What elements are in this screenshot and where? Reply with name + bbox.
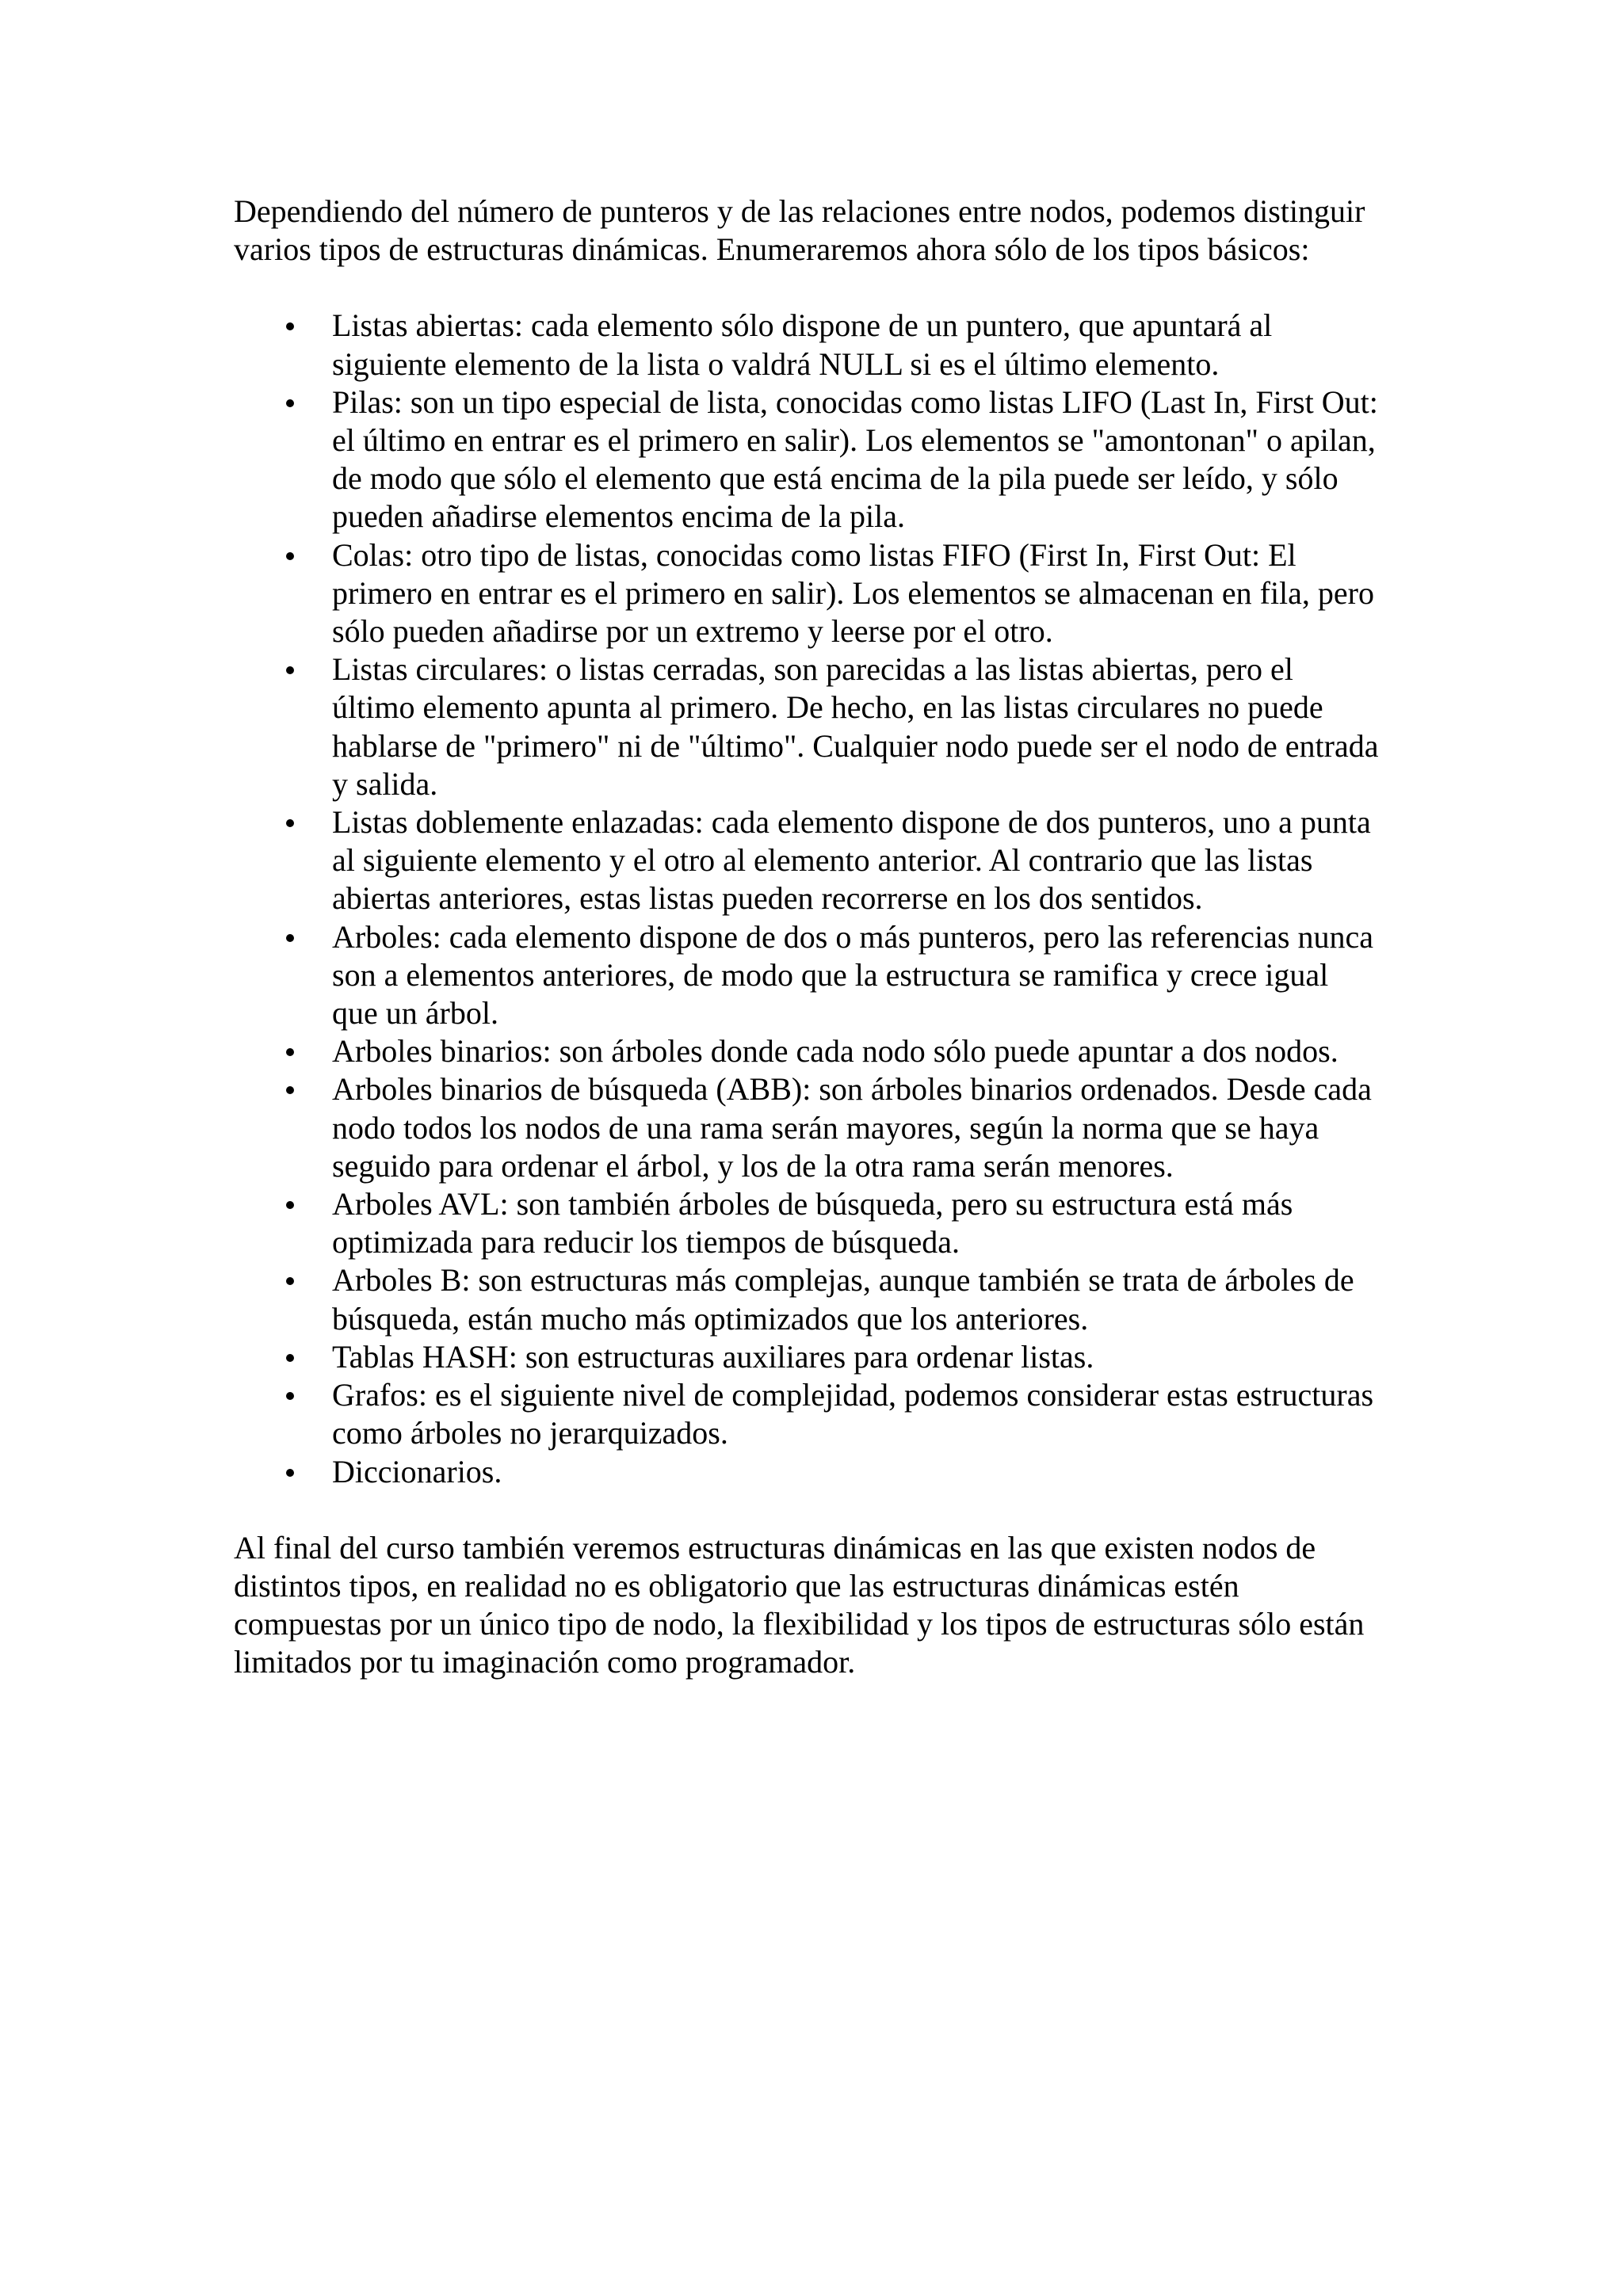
list-item-text: Colas: otro tipo de listas, conocidas como listas FIFO (First In, First Out: El primero en entrar es el primero en salir). Los elementos se almacenan en fila, pero sólo pueden añadirse por un extremo y leerse por el otro. <box>332 536 1374 650</box>
list-item <box>234 650 1379 803</box>
list-item <box>234 918 1379 1033</box>
list-item-text: Diccionarios. <box>332 1453 502 1489</box>
bullet-icon <box>286 1469 294 1477</box>
bullet-icon <box>286 1354 294 1362</box>
bullet-icon <box>286 1201 294 1209</box>
bullet-icon <box>286 1277 294 1285</box>
list-item <box>234 383 1379 536</box>
list-item-text: Arboles AVL: son también árboles de búsqueda, pero su estructura está más optimizada para reducir los tiempos de búsqueda. <box>332 1186 1293 1261</box>
list-item <box>234 1261 1379 1337</box>
list-item <box>234 1185 1379 1261</box>
bullet-icon <box>286 399 294 407</box>
list-item-text: Pilas: son un tipo especial de lista, conocidas como listas LIFO (Last In, First Out: el último en entrar es el primero en salir). Los elementos se "amontonan" o apilan, de modo que sólo el elemento que está encima de la pila puede ser leído, y sólo pueden añadirse elementos encima de la pila. <box>332 383 1378 535</box>
bullet-icon <box>286 552 294 560</box>
list-item-text: Listas abiertas: cada elemento sólo dispone de un puntero, que apuntará al siguiente elemento de la lista o valdrá NULL si es el último elemento. <box>332 307 1273 382</box>
intro-paragraph: Dependiendo del número de punteros y de las relaciones entre nodos, podemos distinguir varios tipos de estructuras dinámicas. Enumeraremos ahora sólo de los tipos básicos: <box>234 193 1365 268</box>
list-item <box>234 1070 1379 1185</box>
list-item <box>234 307 1379 383</box>
bullet-icon <box>286 819 294 827</box>
list-item-text: Grafos: es el siguiente nivel de complejidad, podemos considerar estas estructuras como árboles no jerarquizados. <box>332 1377 1374 1451</box>
list-item-text: Arboles: cada elemento dispone de dos o más punteros, pero las referencias nunca son a elementos anteriores, de modo que la estructura se ramifica y crece igual que un árbol. <box>332 918 1373 1032</box>
list-item <box>234 1376 1379 1452</box>
bullet-icon <box>286 1048 294 1056</box>
closing-paragraph: Al final del curso también veremos estructuras dinámicas en las que existen nodos de distintos tipos, en realidad no es obligatorio que las estructuras dinámicas estén compuestas por un único tipo de nodo, la flexibilidad y los tipos de estructuras sólo están limitados por tu imaginación como programador. <box>234 1529 1365 1680</box>
list-item <box>234 1338 1379 1376</box>
bullet-icon <box>286 1086 294 1094</box>
list-item <box>234 1453 1379 1491</box>
bullet-icon <box>286 322 294 330</box>
bullet-icon <box>286 1392 294 1400</box>
list-item-text: Listas circulares: o listas cerradas, son parecidas a las listas abiertas, pero el último elemento apunta al primero. De hecho, en las listas circulares no puede hablarse de "primero" ni de "último". Cualquier nodo puede ser el nodo de entrada y salida. <box>332 651 1379 802</box>
list-item-text: Arboles binarios de búsqueda (ABB): son árboles binarios ordenados. Desde cada nodo todos los nodos de una rama serán mayores, según la norma que se haya seguido para ordenar el árbol, y los de la otra rama serán menores. <box>332 1071 1372 1184</box>
bullet-icon <box>286 934 294 942</box>
list-item <box>234 803 1379 918</box>
list-item-text: Listas doblemente enlazadas: cada elemento dispone de dos punteros, uno a punta al siguiente elemento y el otro al elemento anterior. Al contrario que las listas abiertas anteriores, estas listas pueden recorrerse en los dos sentidos. <box>332 804 1371 917</box>
structure-types-list <box>234 307 1379 1490</box>
list-item <box>234 1032 1379 1070</box>
list-item-text: Arboles B: son estructuras más complejas, aunque también se trata de árboles de búsqueda, están mucho más optimizados que los anteriores. <box>332 1262 1354 1337</box>
list-item-text: Tablas HASH: son estructuras auxiliares para ordenar listas. <box>332 1338 1094 1375</box>
list-item-text: Arboles binarios: son árboles donde cada nodo sólo puede apuntar a dos nodos. <box>332 1033 1338 1070</box>
document-body <box>234 193 1379 1682</box>
bullet-icon <box>286 666 294 674</box>
list-item <box>234 536 1379 651</box>
